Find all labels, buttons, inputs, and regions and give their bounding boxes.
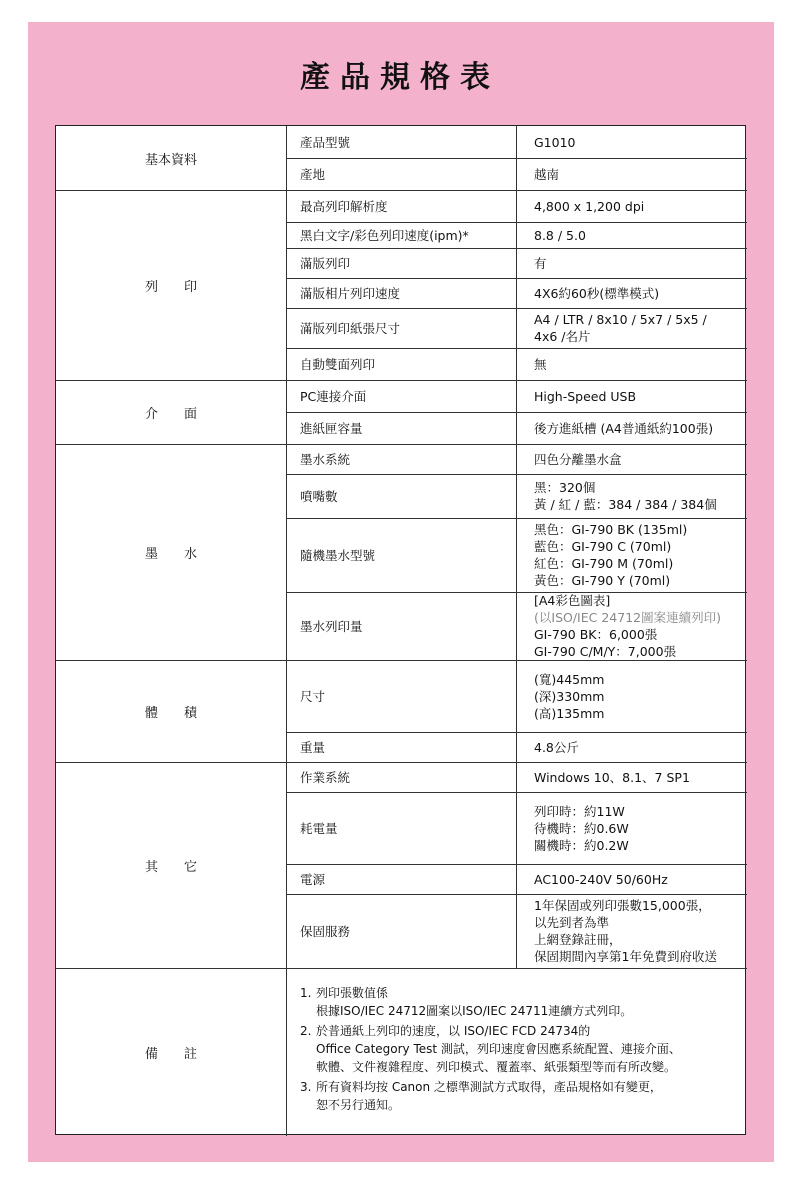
- row-label: 耗電量: [300, 821, 338, 836]
- value-line: 以先到者為準: [534, 915, 610, 930]
- note-number: 1.: [300, 986, 312, 1000]
- value-line: G1010: [534, 134, 576, 150]
- note-line: 所有資料均按 Canon 之標準測試方式取得，產品規格如有變更，: [316, 1080, 662, 1094]
- row-label: 滿版相片列印速度: [300, 286, 401, 301]
- row-label: 產地: [300, 167, 326, 182]
- value-line: 4x6 /名片: [534, 329, 591, 344]
- value-line: A4 / LTR / 8x10 / 5x7 / 5x5 /: [534, 312, 707, 327]
- row-label: 滿版列印: [300, 256, 351, 271]
- row-label: 黑白文字/彩色列印速度(ipm)*: [300, 228, 469, 243]
- value-line: 上網登錄註冊，: [534, 932, 622, 947]
- row-value: [518, 380, 747, 412]
- row-value: [518, 894, 747, 968]
- value-line: 有: [534, 255, 547, 271]
- row-label: PC連接介面: [300, 389, 367, 404]
- row-value: [518, 222, 747, 248]
- category-ink: 墨 水: [144, 546, 197, 562]
- value-line: 關機時：約0.2W: [534, 837, 629, 853]
- remarks-notes: [288, 984, 747, 1116]
- value-line: (高)135mm: [534, 705, 605, 721]
- row-value: [518, 660, 747, 732]
- note-line: 列印張數值係: [316, 986, 389, 1000]
- row-value: [518, 126, 747, 158]
- value-line: 藍色：GI-790 C (70ml): [534, 539, 672, 554]
- row-value: [518, 190, 747, 222]
- note-line: 恕不另行通知。: [316, 1098, 401, 1112]
- row-value: [518, 412, 747, 444]
- row-value: [518, 308, 747, 348]
- value-line: 列印時：約11W: [534, 803, 625, 819]
- value-line: High-Speed USB: [534, 388, 637, 404]
- row-label: 墨水列印量: [300, 619, 363, 634]
- row-label: 尺寸: [300, 689, 326, 704]
- row-value: [518, 518, 747, 592]
- row-value: [518, 444, 747, 474]
- value-line: 黃色：GI-790 Y (70ml): [534, 573, 671, 588]
- value-line: [A4彩色圖表]: [534, 593, 611, 608]
- value-line: 紅色：GI-790 M (70ml): [534, 556, 674, 571]
- row-value: [518, 158, 747, 190]
- row-label: 自動雙面列印: [300, 357, 376, 372]
- value-line: Windows 10、8.1、7 SP1: [534, 769, 690, 785]
- value-line: 無: [534, 356, 547, 372]
- row-label: 電源: [300, 872, 326, 887]
- row-value: [518, 474, 747, 518]
- value-line: 後方進紙槽 (A4普通紙約100張): [534, 420, 714, 436]
- value-line: GI-790 BK：6,000張: [534, 627, 658, 642]
- row-label: 產品型號: [300, 135, 351, 150]
- row-label: 最高列印解析度: [300, 199, 388, 214]
- category-volume: 體 積: [144, 705, 197, 721]
- value-line: 保固期間內享第1年免費到府收送: [534, 949, 717, 964]
- value-line: 黑色：GI-790 BK (135ml): [534, 522, 688, 537]
- page-title: 產品規格表: [300, 60, 500, 95]
- row-label: 作業系統: [300, 770, 351, 785]
- value-line: 待機時：約0.6W: [534, 820, 629, 836]
- category-print: 列 印: [144, 279, 197, 295]
- value-line: 黑：320個: [534, 480, 596, 495]
- value-line: GI-790 C/M/Y：7,000張: [534, 644, 677, 659]
- value-line: 4.8公斤: [534, 739, 579, 755]
- category-basic: 基本資料: [144, 152, 197, 168]
- value-line: 四色分離墨水盒: [534, 451, 622, 467]
- row-label: 進紙匣容量: [300, 421, 363, 436]
- note-line: 於普通紙上列印的速度，以 ISO/IEC FCD 24734的: [316, 1024, 591, 1038]
- note-number: 3.: [300, 1080, 312, 1094]
- row-label: 保固服務: [300, 924, 351, 939]
- row-label: 隨機墨水型號: [300, 548, 376, 563]
- value-line: (以ISO/IEC 24712圖案連續列印): [534, 610, 721, 625]
- category-other: 其 它: [144, 859, 197, 875]
- row-value: [518, 732, 747, 762]
- row-value: [518, 248, 747, 278]
- row-value: [518, 864, 747, 894]
- value-line: (深)330mm: [534, 688, 605, 704]
- category-interface: 介 面: [144, 406, 197, 422]
- note-item: [300, 1078, 747, 1114]
- value-line: (寬)445mm: [534, 671, 605, 687]
- value-line: 1年保固或列印張數15,000張，: [534, 898, 711, 913]
- note-item: [300, 984, 747, 1020]
- value-line: 8.8 / 5.0: [534, 227, 586, 243]
- row-value: [518, 592, 747, 660]
- category-remarks: 備 註: [144, 1046, 197, 1062]
- row-label: 滿版列印紙張尺寸: [300, 321, 401, 336]
- note-line: 軟體、文件複雜程度、列印模式、覆蓋率、紙張類型等而有所改變。: [316, 1060, 677, 1074]
- row-value: [518, 348, 747, 380]
- note-line: Office Category Test 測試，列印速度會因應系統配置、連接介面、: [316, 1042, 681, 1056]
- note-line: 根據ISO/IEC 24712圖案以ISO/IEC 24711連續方式列印。: [316, 1004, 633, 1018]
- value-line: AC100-240V 50/60Hz: [534, 871, 668, 887]
- row-label: 噴嘴數: [300, 489, 338, 504]
- value-divider: [516, 126, 517, 968]
- value-line: 黃 / 紅 / 藍：384 / 384 / 384個: [534, 497, 717, 512]
- row-value: [518, 278, 747, 308]
- row-label: 墨水系統: [300, 452, 351, 467]
- spec-table: [55, 125, 746, 1135]
- row-label: 重量: [300, 740, 326, 755]
- value-line: 越南: [534, 166, 560, 182]
- row-value: [518, 792, 747, 864]
- value-line: 4X6約60秒(標準模式): [534, 285, 660, 301]
- value-line: 4,800 x 1,200 dpi: [534, 198, 645, 214]
- note-item: [300, 1022, 747, 1076]
- row-value: [518, 762, 747, 792]
- note-number: 2.: [300, 1024, 312, 1038]
